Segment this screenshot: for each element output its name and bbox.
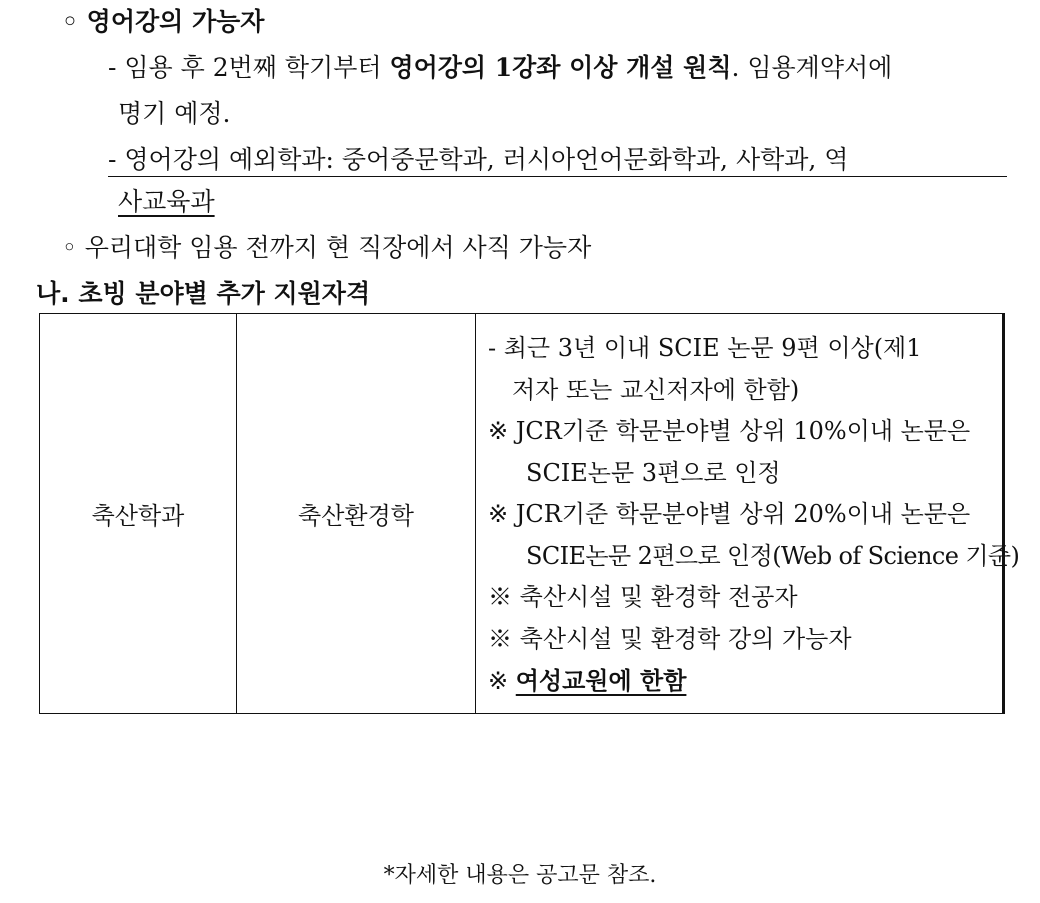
requirement-line: SCIE논문 2편으로 인정(Web of Science 기준) <box>526 541 1020 570</box>
requirement-line: SCIE논문 3편으로 인정 <box>526 458 781 487</box>
qualification-table <box>39 313 1020 714</box>
english-lecture-item-1 <box>108 50 892 86</box>
item1-prefix: - 임용 후 2번째 학기부터 <box>108 53 390 82</box>
item2-line2-text: 사교육과 <box>118 187 215 216</box>
requirement-line: ※ JCR기준 학문분야별 상위 10%이내 논문은 <box>488 417 971 445</box>
english-lecture-heading: ◦ 영어강의 가능자 <box>62 7 265 36</box>
section-title: 나. 초빙 분야별 추가 지원자격 <box>36 279 371 308</box>
requirement-line-final <box>488 660 1002 703</box>
requirement-line: ※ JCR기준 학문분야별 상위 20%이내 논문은 <box>488 500 971 528</box>
english-lecture-item-2-line1: - 영어강의 예외학과: 중어중문학과, 러시아언어문화학과, 사학과, 역 <box>108 145 849 174</box>
requirement-line: 저자 또는 교신저자에 한함) <box>512 375 800 404</box>
underline-rule <box>108 176 1007 177</box>
requirements-cell <box>476 314 1020 714</box>
field-cell: 축산환경학 <box>237 314 476 714</box>
item1-bold: 영어강의 1강좌 이상 개설 원칙 <box>389 53 732 82</box>
requirement-line: ※ 축산시설 및 환경학 강의 가능자 <box>488 624 852 653</box>
resign-condition: ◦ 우리대학 임용 전까지 현 직장에서 사직 가능자 <box>62 233 592 262</box>
female-only-note: 여성교원에 한함 <box>515 666 687 695</box>
item1-suffix: . 임용계약서에 <box>731 53 893 82</box>
english-lecture-item-2-line2 <box>118 184 215 220</box>
requirement-line: - 최근 3년 이내 SCIE 논문 9편 이상(제1 <box>488 334 922 362</box>
footer-note: *자세한 내용은 공고문 참조. <box>383 863 657 888</box>
requirement-line: ※ 축산시설 및 환경학 전공자 <box>488 583 798 611</box>
table-row <box>40 314 1004 714</box>
english-lecture-item-1-cont: 명기 예정. <box>118 99 231 128</box>
department-cell: 축산학과 <box>40 314 237 714</box>
reference-mark: ※ <box>488 667 516 695</box>
